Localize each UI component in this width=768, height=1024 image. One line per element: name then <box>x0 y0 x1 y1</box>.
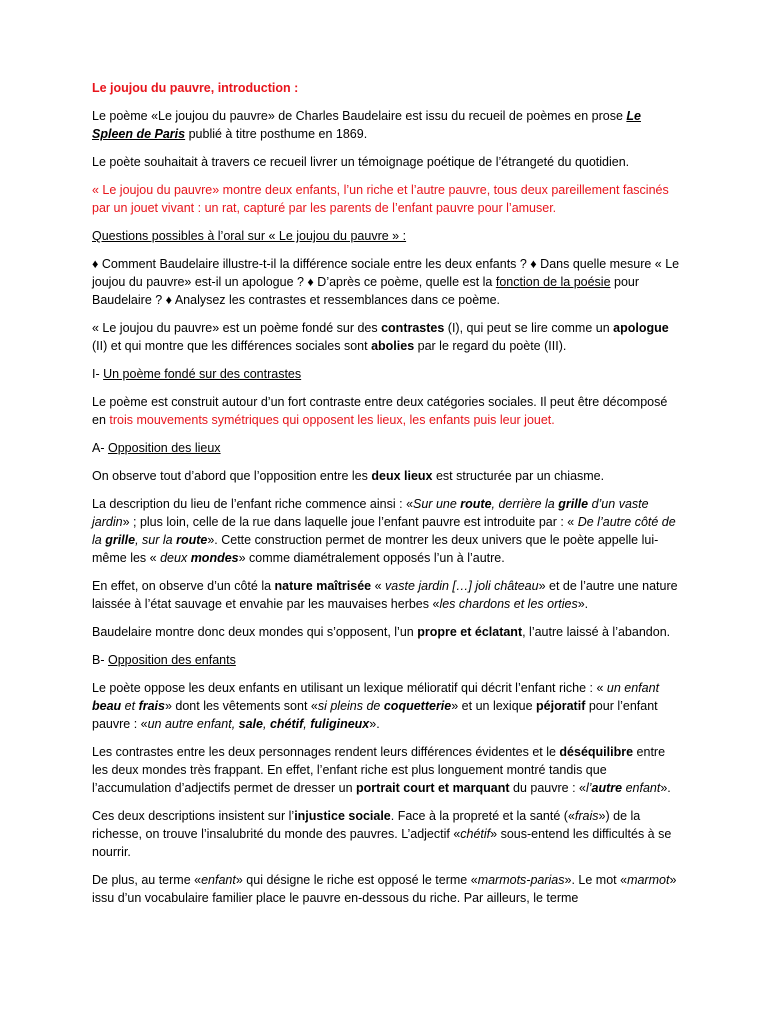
text-run: ») de la richesse, on trouve l’insalubrité du monde des pauvres. L’adjectif « <box>92 809 641 841</box>
text-run: Baudelaire montre donc deux mondes qui s’opposent, l’un <box>92 625 418 639</box>
section-heading-b <box>92 651 680 669</box>
text-run: Les contrastes entre les deux personnages rendent leurs différences évidentes et le <box>92 745 560 759</box>
text-run: Un poème fondé sur des contrastes <box>103 367 302 381</box>
text-run: trois mouvements symétriques qui opposent les lieux, les enfants puis leur jouet. <box>109 413 555 427</box>
text-run: mondes <box>190 551 239 565</box>
text-run: propre et éclatant <box>417 625 523 639</box>
paragraph-purpose: Le poète souhaitait à travers ce recueil livrer un témoignage poétique de l’étrangeté du quotidien. <box>92 155 630 169</box>
text-run: chétif <box>269 717 304 731</box>
paragraph-chiasmus <box>92 495 680 567</box>
questions-list <box>92 255 680 309</box>
text-run: autre <box>591 781 623 795</box>
text-run: « Le joujou du pauvre» est un poème fondé sur des <box>92 321 382 335</box>
text-run: En effet, on observe d’un côté la <box>92 579 275 593</box>
text-run: , <box>303 717 311 731</box>
text-run: injustice sociale <box>294 809 391 823</box>
text-run: par le regard du poète (III). <box>414 339 567 353</box>
text-run: et <box>121 699 139 713</box>
text-run: d’un vaste jardin <box>92 497 649 529</box>
paragraph-injustice <box>92 807 680 861</box>
text-run: déséquilibre <box>559 745 634 759</box>
text-run: ». <box>660 781 671 795</box>
text-run: Questions possibles à l’oral sur « Le joujou du pauvre » : <box>92 229 407 243</box>
poetry-function-link[interactable]: fonction de la poésie <box>495 275 611 289</box>
text-run: nature maîtrisée <box>274 579 372 593</box>
text-run: deux lieux <box>371 469 433 483</box>
text-run: ». Le mot « <box>564 873 628 887</box>
text-run: Sur une <box>413 497 461 511</box>
text-run: , derrière la <box>491 497 559 511</box>
text-run: enfant <box>622 781 661 795</box>
text-run: ♦ Comment Baudelaire illustre-t-il la différence sociale entre les deux enfants ? ♦ Dans quelle mesure « Le joujou du pauvre» est-il un apologue ? ♦ D’après ce poème, quelle est la <box>92 257 680 289</box>
text-run: grille <box>105 533 136 547</box>
paragraph-nature <box>92 577 680 613</box>
text-run: La description du lieu de l’enfant riche commence ainsi : « <box>92 497 414 511</box>
text-run: frais <box>138 699 165 713</box>
text-run: deux <box>160 551 191 565</box>
text-run: portrait court et marquant <box>356 781 510 795</box>
text-run: Le poème «Le joujou du pauvre» de Charles Baudelaire est issu du recueil de poèmes en prose <box>92 109 627 123</box>
text-run: publié à titre posthume en 1869. <box>185 127 368 141</box>
text-run: route <box>460 497 492 511</box>
text-run: un autre enfant, <box>147 717 239 731</box>
paragraph-vocabulary <box>92 871 680 907</box>
text-run: l’ <box>585 781 592 795</box>
text-run: On observe tout d’abord que l’opposition entre les <box>92 469 372 483</box>
document-title <box>92 79 680 97</box>
text-run: De l’autre côté de la <box>92 515 676 547</box>
text-run: (II) et qui montre que les différences sociales sont <box>92 339 372 353</box>
text-run: enfant <box>201 873 236 887</box>
text-run: beau <box>92 699 122 713</box>
section-heading-1 <box>92 365 680 383</box>
questions-heading <box>92 227 680 245</box>
text-run: les chardons et les orties <box>439 597 578 611</box>
text-run: » issu d’un vocabulaire familier place le pauvre en-dessous du riche. Par ailleurs, le terme <box>92 873 677 905</box>
text-run: est structurée par un chiasme. <box>432 469 605 483</box>
text-run: marmots-parias <box>477 873 565 887</box>
text-run: péjoratif <box>536 699 586 713</box>
text-run: vaste jardin […] joli château <box>385 579 539 593</box>
text-run: ». <box>369 717 380 731</box>
text-run: frais <box>574 809 599 823</box>
text-run: pour Baudelaire ? ♦ Analysez les contrastes et ressemblances dans ce poème. <box>92 275 640 307</box>
text-run: » dont les vêtements sont « <box>164 699 318 713</box>
paragraph-two-worlds <box>92 623 680 641</box>
text-run: ». Cette construction permet de montrer les deux univers que le poète appelle lui-même les « <box>92 533 659 565</box>
paragraph-plan <box>92 319 680 355</box>
paragraph-children <box>92 679 680 733</box>
text-run: un enfant <box>606 681 660 695</box>
text-run: fuligineux <box>310 717 370 731</box>
text-run: grille <box>558 497 589 511</box>
text-run: ». <box>577 597 589 611</box>
text-run: apologue <box>613 321 669 335</box>
text-run: , l’autre laissé à l’abandon. <box>522 625 671 639</box>
section-heading-a <box>92 439 680 457</box>
text-run: (I), qui peut se lire comme un <box>444 321 614 335</box>
text-run: » et de l’autre une nature laissée à l’état sauvage et envahie par les mauvaises herbes « <box>92 579 678 611</box>
text-run: pour l’enfant pauvre : « <box>92 699 658 731</box>
text-run: Le poème est construit autour d’un fort contraste entre deux catégories sociales. Il peut être décomposé en <box>92 395 668 427</box>
text-run: Opposition des enfants <box>107 653 236 667</box>
paragraph-places <box>92 467 680 485</box>
text-run: » qui désigne le riche est opposé le terme « <box>235 873 478 887</box>
text-run: abolies <box>371 339 415 353</box>
text-run: marmot <box>627 873 670 887</box>
book-title: Le Spleen de Paris <box>92 109 641 141</box>
text-run: chétif <box>460 827 491 841</box>
text-run: entre les deux mondes très frappant. En effet, l’enfant riche est plus longuement montré tandis que l’accumulation d’adjectifs permet de dresser un <box>92 745 666 795</box>
text-run: » ; plus loin, celle de la rue dans laquelle joue l’enfant pauvre est introduite par : « <box>122 515 578 529</box>
text-run: I- <box>92 367 104 381</box>
text-run: A- <box>92 441 108 455</box>
text-run: contrastes <box>381 321 445 335</box>
paragraph-contrasts <box>92 743 680 797</box>
text-run: , sur la <box>135 533 177 547</box>
text-run: Le poète oppose les deux enfants en utilisant un lexique mélioratif qui décrit l’enfant riche : « <box>92 681 607 695</box>
text-run: » comme diamétralement opposés l’un à l’autre. <box>238 551 505 565</box>
text-run: du pauvre : « <box>509 781 586 795</box>
text-run: sale <box>238 717 263 731</box>
paragraph-structure <box>92 393 680 429</box>
paragraph-summary: « Le joujou du pauvre» montre deux enfants, l’un riche et l’autre pauvre, tous deux pareillement fascinés par un jouet vivant : un rat, capturé par les parents de l’enfant pauvre pour l’amuser. <box>92 183 669 215</box>
text-run: Ces deux descriptions insistent sur l’ <box>92 809 295 823</box>
text-run: route <box>176 533 208 547</box>
text-run: , <box>262 717 270 731</box>
text-run: De plus, au terme « <box>92 873 202 887</box>
text-run: si pleins de <box>317 699 384 713</box>
text-run: . Face à la propreté et la santé (« <box>390 809 575 823</box>
text-run: coquetterie <box>383 699 452 713</box>
paragraph-intro <box>92 107 680 143</box>
text-run: « <box>371 579 386 593</box>
text-run: Opposition des lieux <box>107 441 221 455</box>
text-run: Le joujou du pauvre, introduction : <box>92 81 299 95</box>
text-run: B- <box>92 653 108 667</box>
text-run: » et un lexique <box>451 699 537 713</box>
text-run: » sous-entend les difficultés à se nourrir. <box>92 827 672 859</box>
